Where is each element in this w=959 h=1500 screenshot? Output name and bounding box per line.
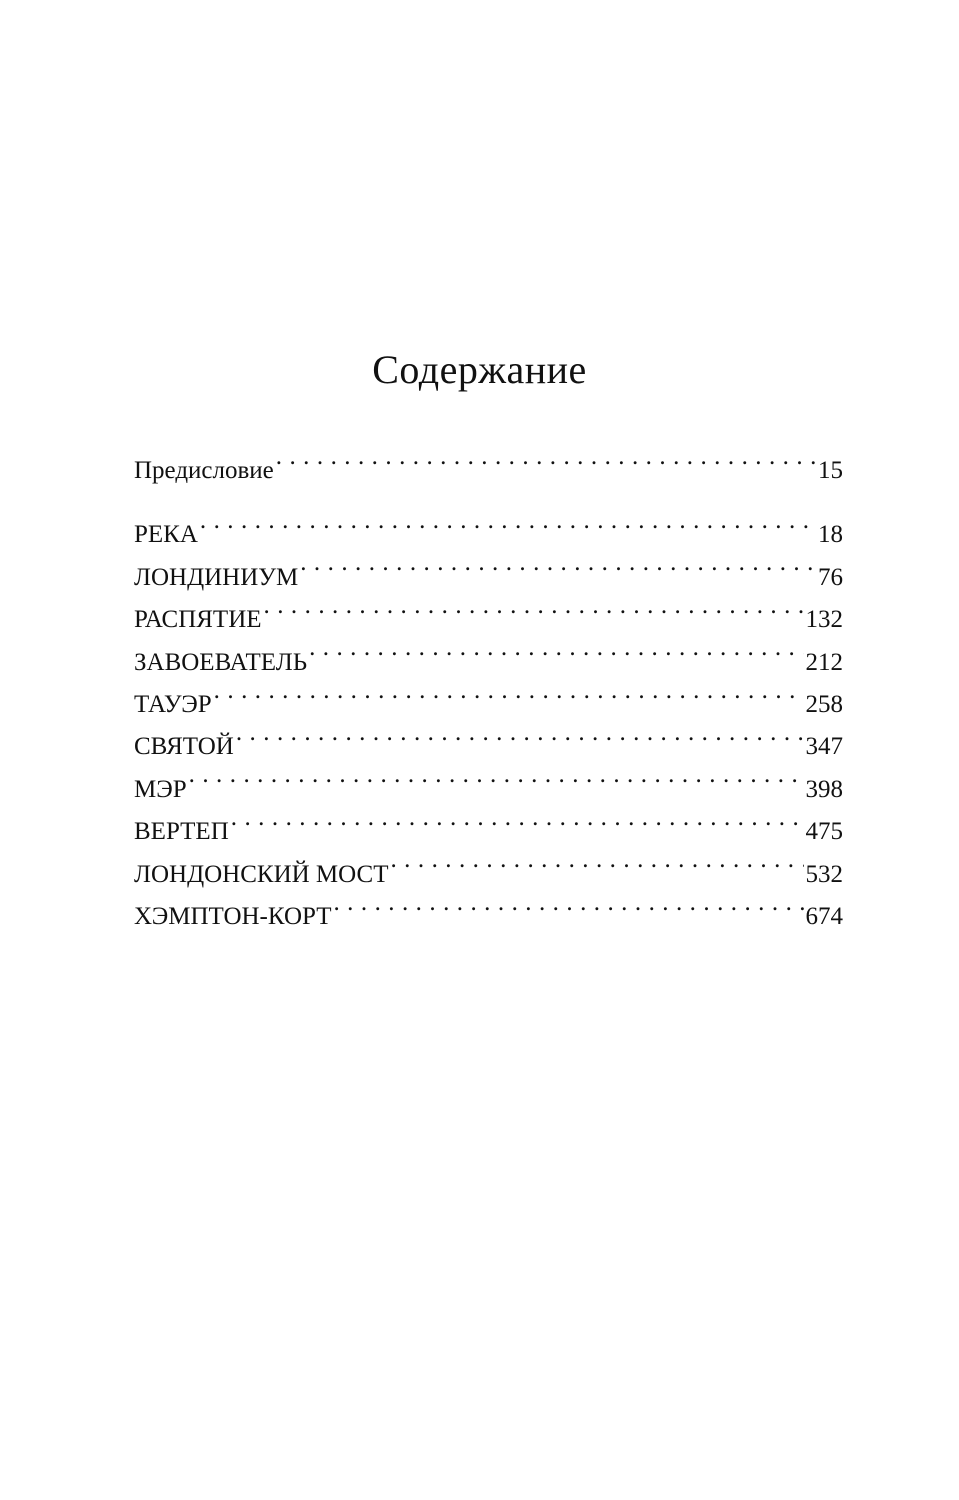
- table-of-contents: [134, 450, 843, 938]
- dot-leader: [264, 602, 804, 627]
- dot-leader: [189, 772, 804, 797]
- toc-entry: [134, 684, 843, 726]
- toc-entry-page: 18: [818, 521, 843, 549]
- toc-entry-label: Предисловие: [134, 457, 274, 484]
- dot-leader: [231, 814, 804, 839]
- dot-leader: [276, 453, 816, 478]
- toc-title: Содержание: [372, 347, 587, 392]
- toc-entry-page: 212: [805, 648, 843, 676]
- toc-entry-label: РАСПЯТИЕ: [134, 606, 262, 634]
- toc-entry-label: ВЕРТЕП: [134, 818, 229, 846]
- dot-leader: [214, 687, 804, 712]
- toc-entry: [134, 642, 843, 684]
- toc-entry-page: 15: [818, 457, 843, 484]
- toc-entry: [134, 557, 843, 599]
- dot-leader: [200, 517, 816, 542]
- toc-entry-page: 258: [805, 691, 843, 719]
- dot-leader: [300, 560, 816, 585]
- toc-entry-page: 532: [805, 860, 843, 888]
- dot-leader: [390, 857, 803, 882]
- toc-entry: [134, 896, 843, 938]
- toc-entry: [134, 726, 843, 768]
- dot-leader: [333, 899, 803, 924]
- toc-entry-page: 132: [805, 606, 843, 634]
- toc-entry-label: СВЯТОЙ: [134, 733, 234, 761]
- dot-leader: [309, 645, 803, 670]
- toc-entry: [134, 599, 843, 641]
- toc-entry-page: 347: [805, 733, 843, 761]
- toc-entry-page: 398: [805, 775, 843, 803]
- toc-entry-preface: [134, 450, 843, 492]
- toc-entry: [134, 854, 843, 896]
- toc-entry-label: ХЭМПТОН-КОРТ: [134, 903, 332, 931]
- dot-leader: [236, 729, 804, 754]
- toc-entry-label: МЭР: [134, 775, 187, 803]
- toc-entry-label: ЗАВОЕВАТЕЛЬ: [134, 648, 308, 676]
- toc-entry-label: РЕКА: [134, 521, 198, 549]
- toc-entry: [134, 811, 843, 853]
- toc-entry: [134, 514, 843, 556]
- toc-entry: [134, 769, 843, 811]
- toc-entry-label: ТАУЭР: [134, 691, 212, 719]
- toc-entry-page: 475: [805, 818, 843, 846]
- toc-entry-page: 76: [818, 563, 843, 591]
- toc-entry-label: ЛОНДОНСКИЙ МОСТ: [134, 860, 389, 888]
- toc-entry-page: 674: [805, 903, 843, 931]
- toc-entry-label: ЛОНДИНИУМ: [134, 563, 299, 591]
